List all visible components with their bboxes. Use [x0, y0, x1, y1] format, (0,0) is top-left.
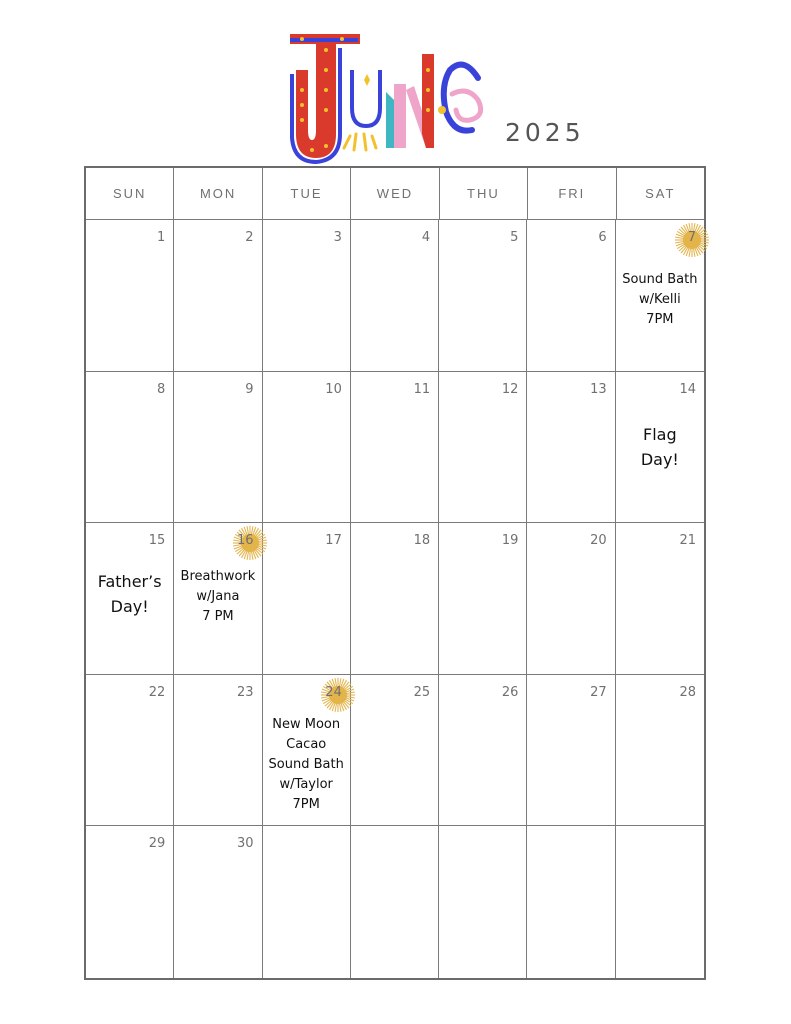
event-text-15: Father’s Day!	[97, 572, 162, 617]
weekday-label-fri: FRI	[528, 168, 616, 219]
event-text-24: New Moon Cacao Sound Bath w/Taylor 7PM	[268, 716, 344, 812]
day-cell-22	[86, 675, 174, 827]
day-number: 22	[148, 684, 166, 700]
day-number: 12	[501, 381, 519, 397]
day-cell-8	[86, 372, 174, 524]
day-number: 10	[325, 381, 342, 397]
empty-day-cell	[263, 826, 351, 978]
day-cell-21	[616, 523, 704, 675]
day-cell-10	[263, 372, 351, 524]
year-label: 2025	[505, 118, 585, 147]
day-number: 18	[413, 533, 431, 549]
day-cell-23	[174, 675, 262, 827]
weekday-label-wed: WED	[351, 168, 439, 219]
day-cell-1	[86, 220, 174, 372]
day-number: 21	[679, 533, 696, 549]
calendar-grid	[86, 220, 704, 978]
day-cell-3	[263, 220, 351, 372]
day-cell-15	[86, 523, 174, 675]
day-number: 4	[421, 230, 431, 245]
day-number: 2	[245, 230, 254, 245]
day-number: 5	[510, 230, 519, 245]
day-number: 25	[413, 684, 431, 700]
day-cell-14	[616, 372, 704, 524]
day-cell-16	[174, 523, 262, 675]
empty-day-cell	[439, 826, 527, 978]
day-number: 17	[325, 533, 342, 549]
day-number: 9	[245, 381, 254, 397]
day-number: 8	[157, 381, 166, 397]
empty-day-cell	[616, 826, 704, 978]
june-title-art	[282, 30, 492, 170]
day-number: 16	[237, 533, 254, 549]
day-number: 26	[501, 684, 519, 700]
day-number: 19	[501, 533, 519, 549]
day-number: 6	[598, 230, 607, 245]
day-cell-26	[439, 675, 527, 827]
weekday-label-sat: SAT	[645, 186, 676, 201]
day-cell-17	[263, 523, 351, 675]
day-cell-25	[351, 675, 439, 827]
day-cell-18	[351, 523, 439, 675]
day-number: 11	[413, 381, 431, 397]
day-cell-13	[527, 372, 615, 524]
weekday-label-thu: THU	[440, 168, 528, 219]
day-cell-27	[527, 675, 615, 827]
day-number: 13	[590, 381, 607, 397]
empty-day-cell	[527, 826, 615, 978]
day-cell-12	[439, 372, 527, 524]
day-number: 23	[237, 684, 254, 700]
empty-day-cell	[351, 826, 439, 978]
day-cell-29	[86, 826, 174, 978]
day-number: 3	[333, 230, 342, 245]
weekday-label-sun: SUN	[86, 168, 174, 219]
day-cell-6	[527, 220, 615, 372]
event-text-16: Breathwork w/Jana 7 PM	[180, 569, 256, 625]
weekday-header-row	[86, 168, 704, 220]
day-number: 27	[590, 684, 607, 700]
day-cell-11	[351, 372, 439, 524]
calendar-header	[0, 0, 791, 166]
day-number: 24	[325, 684, 342, 700]
day-number: 30	[237, 836, 254, 852]
day-cell-9	[174, 372, 262, 524]
day-cell-7	[616, 220, 704, 372]
day-number: 7	[687, 230, 696, 245]
day-number: 15	[148, 533, 166, 549]
month-calendar	[84, 166, 706, 980]
weekday-label-tue: TUE	[263, 168, 351, 219]
day-cell-24	[263, 675, 351, 827]
day-cell-28	[616, 675, 704, 827]
event-text-14: Flag Day!	[640, 424, 679, 469]
event-text-7: Sound Bath w/Kelli 7PM	[622, 272, 698, 327]
day-cell-4	[351, 220, 439, 372]
day-number: 29	[148, 836, 166, 852]
day-cell-20	[527, 523, 615, 675]
day-number: 28	[679, 684, 696, 700]
day-cell-30	[174, 826, 262, 978]
weekday-label-mon: MON	[174, 168, 262, 219]
day-cell-5	[439, 220, 527, 372]
day-cell-2	[174, 220, 262, 372]
day-cell-19	[439, 523, 527, 675]
day-number: 14	[679, 381, 696, 397]
day-number: 20	[590, 533, 607, 549]
day-number: 1	[157, 230, 166, 245]
